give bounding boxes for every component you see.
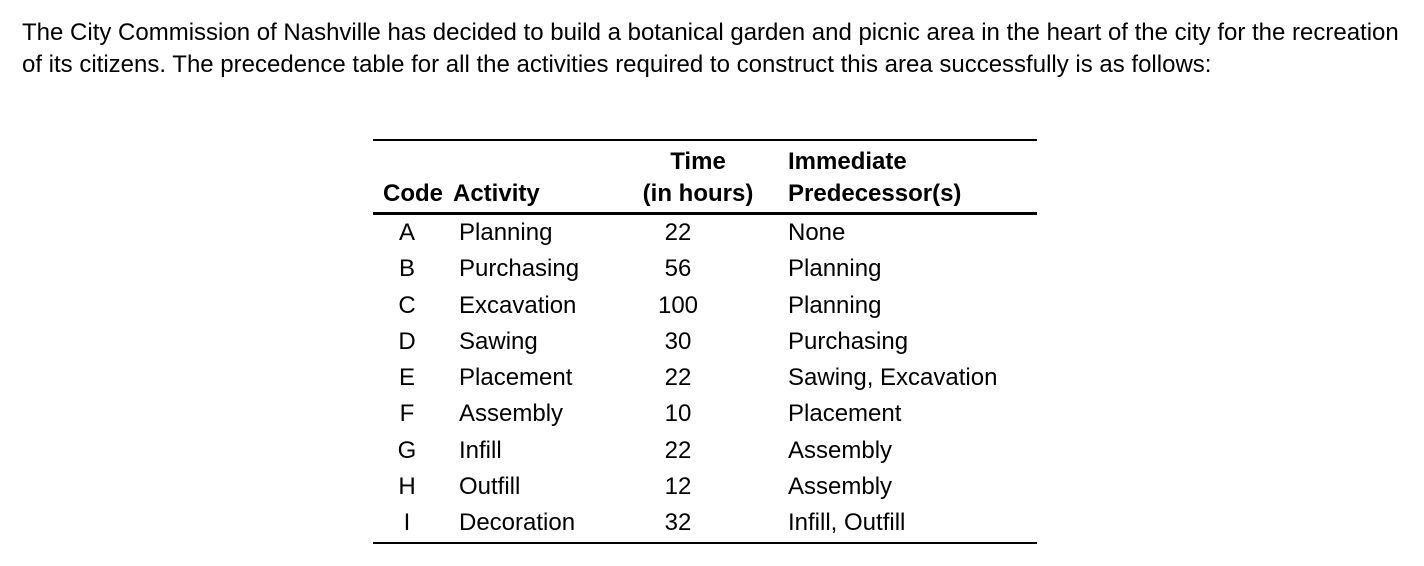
cell-activity: Sawing — [459, 327, 538, 355]
table-row — [373, 251, 1037, 287]
intro-paragraph: The City Commission of Nashville has decided to build a botanical garden and picnic area in the heart of the city for the recreation of its citizens. The precedence table for all the activities required to construct this area successfully is as follows: — [22, 19, 1399, 78]
cell-predecessors: Infill, Outfill — [788, 509, 906, 537]
cell-time: 12 — [664, 473, 692, 501]
cell-predecessors: Purchasing — [788, 327, 909, 355]
table-row — [373, 360, 1037, 396]
cell-time: 100 — [657, 291, 699, 319]
cell-time: 10 — [664, 400, 692, 428]
header-code: Code — [383, 180, 443, 207]
cell-predecessors: Placement — [788, 400, 902, 428]
cell-code: E — [398, 364, 415, 392]
cell-activity: Infill — [459, 436, 502, 464]
cell-predecessors: Assembly — [788, 436, 893, 464]
table-row — [373, 288, 1037, 324]
cell-code: B — [398, 255, 415, 283]
cell-time: 30 — [664, 327, 692, 355]
cell-activity: Decoration — [459, 509, 576, 537]
table-row — [373, 469, 1037, 505]
cell-code: H — [398, 473, 416, 501]
header-time: Time (in hours) — [642, 148, 754, 207]
cell-time: 32 — [664, 509, 692, 537]
cell-time: 22 — [664, 436, 692, 464]
cell-activity: Outfill — [459, 473, 521, 501]
cell-activity: Placement — [459, 364, 573, 392]
cell-predecessors: None — [788, 219, 846, 246]
table-row — [373, 215, 1037, 251]
cell-activity: Purchasing — [459, 255, 580, 283]
cell-code: F — [399, 400, 415, 428]
cell-code: D — [398, 327, 416, 355]
table-bottom-rule — [373, 542, 1037, 544]
cell-code: G — [397, 436, 417, 464]
cell-time: 22 — [664, 364, 692, 392]
precedence-table — [373, 139, 1037, 544]
cell-code: A — [398, 219, 415, 246]
cell-activity: Excavation — [459, 291, 577, 319]
cell-predecessors: Sawing, Excavation — [788, 364, 998, 392]
cell-predecessors: Planning — [788, 255, 882, 283]
cell-code: C — [398, 291, 416, 319]
cell-time: 56 — [664, 255, 692, 283]
cell-predecessors: Planning — [788, 291, 882, 319]
cell-code: I — [403, 509, 411, 537]
table-row — [373, 324, 1037, 360]
cell-activity: Assembly — [459, 400, 564, 428]
table-row — [373, 396, 1037, 432]
cell-activity: Planning — [459, 219, 553, 246]
header-activity: Activity — [453, 180, 540, 207]
table-header-row — [373, 141, 1037, 212]
cell-predecessors: Assembly — [788, 473, 893, 501]
table-row — [373, 433, 1037, 469]
cell-time: 22 — [664, 219, 692, 246]
table-row — [373, 505, 1037, 541]
header-predecessors: Immediate Predecessor(s) — [788, 148, 962, 207]
